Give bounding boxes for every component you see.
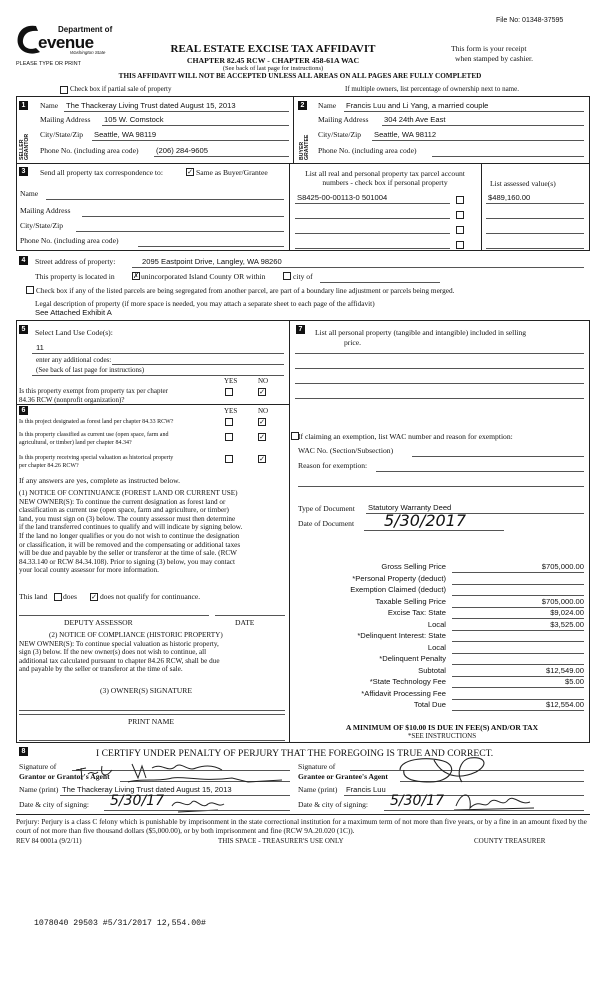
- tax-row-value[interactable]: $5.00: [564, 677, 584, 686]
- does-not-qualify-checkbox[interactable]: ✓: [91, 593, 97, 601]
- deputy-assessor-label: DEPUTY ASSESSOR: [64, 618, 133, 627]
- buyer-city-value[interactable]: Seattle, WA 98112: [374, 130, 437, 139]
- please-type-label: PLEASE TYPE OR PRINT: [16, 61, 82, 67]
- grantor-date-city-label: Date & city of signing:: [19, 800, 90, 809]
- section6-no-header: NO: [258, 407, 269, 415]
- street-address-label: Street address of property:: [35, 257, 116, 266]
- seller-city-value[interactable]: Seattle, WA 98119: [94, 130, 157, 139]
- tax-row-line: [452, 641, 584, 642]
- county-treasurer-label: COUNTY TREASURER: [474, 837, 546, 845]
- notice1-line: 84.33.140 or RCW 84.34.108). Prior to signing (3) below, you may contact: [19, 557, 235, 566]
- exempt-yes-checkbox[interactable]: [225, 388, 233, 396]
- certify-statement: I CERTIFY UNDER PENALTY OF PERJURY THAT THE FOREGOING IS TRUE AND CORRECT.: [96, 748, 494, 759]
- notice1-line: will be due and payable by the seller or transferor at the time of sale. (RCW: [19, 549, 237, 558]
- tax-row-value[interactable]: $705,000.00: [541, 596, 584, 606]
- tax-row-line: [452, 664, 584, 665]
- tax-row-line: [452, 595, 584, 596]
- treasurer-stamp: 1078040 29503 #5/31/2017 12,554.00#: [34, 919, 206, 928]
- historic-yes-checkbox[interactable]: [225, 455, 233, 463]
- tax-row-label: Excise Tax: State: [387, 608, 446, 617]
- tax-row-value[interactable]: $705,000.00: [541, 562, 584, 571]
- city-of-label: city of: [293, 272, 313, 281]
- partial-sale-checkbox[interactable]: [60, 86, 68, 94]
- notice1-line: if the land transferred continues to qualify and will indicate by signing below.: [19, 523, 243, 532]
- land-use-label: Select Land Use Code(s):: [35, 328, 113, 337]
- tax-row-value[interactable]: $12,554.00: [545, 700, 584, 709]
- current-use-no-checkbox[interactable]: ✓: [259, 433, 265, 441]
- section-number-5: 5: [19, 325, 28, 334]
- land-use-value[interactable]: 11: [36, 343, 44, 352]
- partial-sale-label: Check box if partial sale of property: [70, 85, 172, 93]
- wac-number-label: WAC No. (Section/Subsection): [298, 446, 394, 455]
- buyer-name-label: Name: [318, 101, 337, 110]
- receipt-note-2: when stamped by cashier.: [455, 54, 534, 63]
- grantor-signature-of-label: Signature of: [19, 762, 57, 771]
- does-not-label: does not qualify for continuance.: [100, 592, 201, 601]
- send-correspondence-label: Send all property tax correspondence to:: [40, 168, 163, 177]
- warning-line: THIS AFFIDAVIT WILL NOT BE ACCEPTED UNLESS ALL AREAS ON ALL PAGES ARE FULLY COMPLETED: [118, 72, 482, 80]
- logo-revenue-text: evenue: [38, 33, 94, 52]
- current-use-question-1: Is this property classified as current use (open space, farm and: [19, 432, 169, 438]
- street-address-value[interactable]: 2095 Eastpoint Drive, Langley, WA 98260: [142, 257, 282, 266]
- section-number-6: 6: [19, 406, 28, 415]
- seller-phone-label: Phone No. (including area code): [40, 146, 139, 155]
- grantee-agent-label: Grantee or Grantee's Agent: [298, 772, 388, 781]
- does-label: does: [63, 592, 77, 601]
- notice1-line: your local county assessor for more information.: [19, 566, 159, 575]
- tax-row-line: [452, 618, 584, 619]
- tax-row-value[interactable]: $3,525.00: [550, 619, 584, 629]
- tax-row-label: *Delinquent Penalty: [379, 654, 446, 663]
- segregated-checkbox[interactable]: [26, 286, 34, 294]
- segregated-label: Check box if any of the listed parcels are being segregated from another parcel, are part of a boundary line adjustment or parcels being merged.: [36, 286, 455, 295]
- tax-row-label: Taxable Selling Price: [375, 596, 446, 606]
- grantor-agent-label: Grantor or Grantor's Agent: [19, 772, 110, 781]
- document-date-value[interactable]: 5/30/2017: [384, 511, 467, 530]
- parcel-header: List all real and personal property tax parcel account numbers - check box if personal property: [305, 169, 465, 187]
- tax-row-label: *Affidavit Processing Fee: [361, 688, 446, 698]
- notice2-line: additional tax calculated pursuant to chapter 84.26 RCW, shall be due: [19, 656, 220, 665]
- assessed-value[interactable]: $489,160.00: [488, 193, 531, 202]
- section-number-2: 2: [298, 101, 307, 110]
- tax-row-label: *Personal Property (deduct): [352, 573, 446, 583]
- exempt-question-2: 84.36 RCW (nonprofit organization)?: [19, 396, 125, 404]
- grantee-name-print-value[interactable]: Francis Luu: [346, 785, 386, 794]
- grantor-name-print-value[interactable]: The Thackeray Living Trust dated August 15, 2013: [62, 785, 232, 794]
- forest-no-checkbox[interactable]: ✓: [259, 418, 265, 426]
- seller-name-value[interactable]: The Thackeray Living Trust dated August 15, 2013: [66, 101, 236, 110]
- tax-row-line: [452, 710, 584, 711]
- grantee-name-print-label: Name (print): [298, 785, 338, 794]
- grantor-date-value[interactable]: 5/30/17: [110, 793, 164, 809]
- notice1-line: classification as current use (open space, farm and agriculture, or timber): [19, 506, 229, 515]
- section5-no-header: NO: [258, 377, 269, 385]
- tax-row-line: [452, 687, 584, 688]
- personal-property-checkbox-2[interactable]: [456, 211, 464, 219]
- file-number: File No: 01348-37595: [496, 17, 564, 24]
- does-qualify-checkbox[interactable]: [54, 593, 62, 601]
- exempt-question-1: Is this property exempt from property tax per chapter: [19, 387, 168, 395]
- if-yes-instruction: If any answers are yes, complete as instructed below.: [19, 476, 181, 485]
- notice2-line: NEW OWNER(S): To continue special valuation as historic property,: [19, 639, 219, 648]
- section-number-3: 3: [19, 167, 28, 176]
- tax-row-label: *Delinquent Interest: State: [357, 631, 446, 640]
- section6-yes-header: YES: [224, 407, 238, 415]
- tax-calculation: [296, 563, 588, 713]
- perjury-notice: Perjury: Perjury is a class C felony which is punishable by imprisonment in the state correctional institution for a maximum term of not more than five years, or by a fine in an amount fixed by the court of not more than five thousand dollars ($5,000.00), or by both imprisonment and fine (RCW 9A.20.020 (1C)).: [16, 817, 587, 835]
- tax-row-line: [452, 572, 584, 573]
- corr-name-label: Name: [20, 189, 39, 198]
- personal-property-checkbox-1[interactable]: [456, 196, 464, 204]
- located-in-label: This property is located in: [35, 272, 115, 281]
- tax-row-value[interactable]: $12,549.00: [545, 665, 584, 675]
- buyer-mail-value[interactable]: 304 24th Ave East: [384, 115, 446, 124]
- historic-no-checkbox[interactable]: ✓: [259, 455, 265, 463]
- notice2-line: sign (3) below. If the new owner(s) does not wish to continue, all: [19, 648, 207, 657]
- seller-mail-label: Mailing Address: [40, 115, 91, 124]
- grantee-date-city-label: Date & city of signing:: [298, 800, 369, 809]
- notice2-line: (2) NOTICE OF COMPLIANCE (HISTORIC PROPERTY): [49, 631, 223, 639]
- form-title: REAL ESTATE EXCISE TAX AFFIDAVIT: [170, 43, 376, 55]
- grantor-name-print-label: Name (print): [19, 785, 59, 794]
- grantee-signature-of-label: Signature of: [298, 762, 336, 771]
- corr-phone-label: Phone No. (including area code): [20, 236, 119, 245]
- unincorporated-checkbox[interactable]: ✗: [133, 272, 139, 280]
- legal-description-label: Legal description of property (if more space is needed, you may attach a separate sheet to each page of the affidavit): [35, 299, 375, 308]
- corr-city-label: City/State/Zip: [20, 221, 64, 230]
- corr-mail-label: Mailing Address: [20, 206, 71, 215]
- buyer-mail-label: Mailing Address: [318, 115, 369, 124]
- notice1-line: land, you must sign on (3) below. The county assessor must then determine: [19, 514, 236, 523]
- tax-row-label: Subtotal: [418, 665, 446, 675]
- form-chapter: CHAPTER 82.45 RCW - CHAPTER 458-61A WAC: [186, 56, 360, 65]
- form-see-back: (See back of last page for instructions): [222, 65, 324, 72]
- grantee-date-value[interactable]: 5/30/17: [390, 793, 444, 809]
- section5-yes-header: YES: [224, 377, 238, 385]
- seller-side-label: SELLER GRANTOR: [19, 133, 31, 160]
- buyer-phone-label: Phone No. (including area code): [318, 146, 417, 155]
- notice1-line: (1) NOTICE OF CONTINUANCE (FOREST LAND OR CURRENT USE): [19, 489, 238, 497]
- within-city-checkbox[interactable]: [283, 272, 291, 280]
- tax-row-line: [452, 630, 584, 631]
- owner-signature-label: (3) OWNER(S) SIGNATURE: [100, 686, 192, 695]
- grantee-signature-image: [380, 752, 500, 788]
- forest-land-question: Is this project designated as forest land per chapter 84.33 RCW?: [19, 419, 174, 425]
- seller-name-label: Name: [40, 101, 59, 110]
- tax-row-line: [452, 653, 584, 654]
- section-number-7: 7: [296, 325, 305, 334]
- additional-codes-label: enter any additional codes:: [36, 356, 112, 364]
- tax-row-line: [452, 584, 584, 585]
- current-use-yes-checkbox[interactable]: [225, 433, 233, 441]
- grantor-signature-image: [72, 752, 292, 782]
- revision-label: REV 84 0001a (9/2/11): [16, 837, 82, 845]
- this-land-label: This land: [19, 592, 48, 601]
- same-as-buyer-label: Same as Buyer/Grantee: [196, 168, 268, 177]
- current-use-question-2: agricultural, or timber) land per chapter 84.34?: [19, 440, 132, 446]
- tax-row-label: Local: [427, 642, 446, 652]
- deputy-date-label: DATE: [235, 618, 255, 627]
- tax-row-label: *State Technology Fee: [369, 677, 446, 686]
- see-instructions-note: *SEE INSTRUCTIONS: [407, 732, 477, 740]
- tax-row-label: Local: [427, 619, 446, 629]
- unincorporated-label: unincorporated Island County OR within: [141, 272, 266, 281]
- logo-state-text: Washington State: [70, 50, 106, 55]
- minimum-fee-note: A MINIMUM OF $10.00 IS DUE IN FEE(S) AND/OR TAX: [345, 723, 539, 732]
- receipt-note-1: This form is your receipt: [451, 44, 527, 53]
- buyer-name-value[interactable]: Francis Luu and Li Yang, a married couple: [346, 101, 489, 110]
- buyer-city-label: City/State/Zip: [318, 130, 362, 139]
- land-use-see-back: (See back of last page for instructions): [36, 366, 145, 374]
- department-logo: [14, 22, 124, 56]
- personal-property-label: List all personal property (tangible and intangible) included in selling: [315, 328, 527, 337]
- seller-city-label: City/State/Zip: [40, 130, 84, 139]
- tax-row-value[interactable]: $9,024.00: [550, 608, 584, 617]
- notice1-line: If the land no longer qualifies or you do not wish to continue the designation: [19, 531, 240, 540]
- same-as-buyer-checkbox[interactable]: ✓: [187, 168, 193, 176]
- seller-mail-value[interactable]: 105 W. Comstock: [104, 115, 164, 124]
- buyer-side-label: BUYER GRANTEE: [299, 134, 311, 160]
- exempt-no-checkbox[interactable]: ✓: [259, 388, 265, 396]
- historic-question-1: Is this property receiving special valuation as historical property: [19, 455, 174, 461]
- section-number-4: 4: [19, 256, 28, 265]
- exemption-claim-label: If claiming an exemption, list WAC number and reason for exemption:: [298, 432, 513, 441]
- notice-of-continuance: [19, 490, 287, 576]
- section-number-8: 8: [19, 747, 28, 756]
- personal-property-checkbox-3[interactable]: [456, 226, 464, 234]
- personal-property-checkbox-4[interactable]: [456, 241, 464, 249]
- document-type-label: Type of Document: [298, 504, 355, 513]
- personal-property-label-2: price.: [344, 338, 362, 347]
- multiple-owners-note: If multiple owners, list percentage of ownership next to name.: [345, 85, 519, 93]
- dept-of-label: Department of: [58, 25, 113, 34]
- exemption-reason-label: Reason for exemption:: [298, 461, 368, 470]
- legal-description-value[interactable]: See Attached Exhibit A: [35, 308, 112, 317]
- seller-phone-value[interactable]: (206) 284-9605: [156, 146, 208, 155]
- historic-question-2: per chapter 84.26 RCW?: [19, 463, 79, 469]
- section-number-1: 1: [19, 101, 28, 110]
- notice-of-compliance: [19, 632, 287, 675]
- parcel-number-value[interactable]: S8425-00-00113-0 501004: [297, 193, 388, 202]
- tax-row-label: Exemption Claimed (deduct): [350, 585, 446, 594]
- forest-yes-checkbox[interactable]: [225, 418, 233, 426]
- notice1-line: or classification, it will be removed and the compensating or additional taxes: [19, 540, 241, 549]
- document-date-label: Date of Document: [298, 519, 355, 528]
- tax-row-label: Gross Selling Price: [381, 562, 446, 571]
- notice2-line: and payable by the seller or transferor at the time of sale.: [19, 665, 183, 674]
- tax-row-label: Total Due: [413, 700, 446, 709]
- document-type-value[interactable]: Statutory Warranty Deed: [368, 503, 452, 512]
- treasurer-space-label: THIS SPACE - TREASURER'S USE ONLY: [218, 837, 344, 845]
- print-name-label: PRINT NAME: [128, 717, 175, 726]
- assessed-header: List assessed value(s): [490, 179, 556, 188]
- notice1-line: NEW OWNER(S): To continue the current designation as forest land or: [19, 497, 226, 506]
